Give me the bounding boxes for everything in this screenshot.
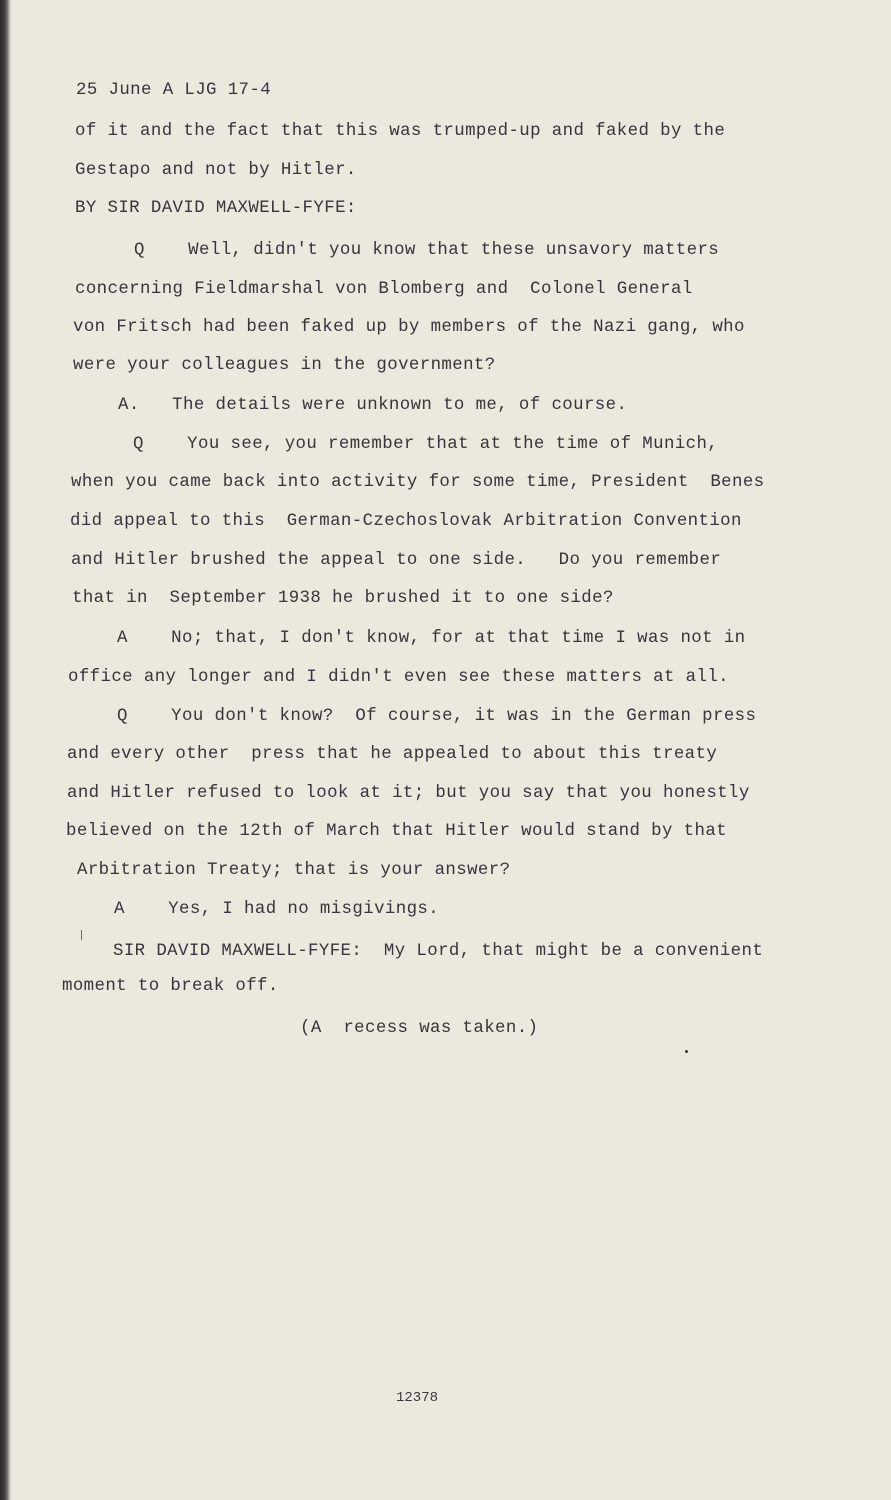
page-number: 12378	[396, 1390, 439, 1406]
text-line-5: concerning Fieldmarshal von Blomberg and Colonel General	[75, 280, 693, 299]
speaker-heading: BY SIR DAVID MAXWELL-FYFE:	[75, 199, 357, 218]
text-line-6: von Fritsch had been faked up by members of the Nazi gang, who	[73, 318, 745, 337]
text-line-19: believed on the 12th of March that Hitler would stand by that	[66, 822, 728, 841]
text-line-22: SIR DAVID MAXWELL-FYFE: My Lord, that might be a convenient	[113, 942, 764, 961]
text-line-15: office any longer and I didn't even see these matters at all.	[68, 668, 730, 687]
ink-speck	[685, 1050, 688, 1053]
margin-mark	[81, 930, 82, 940]
text-line-9: Q You see, you remember that at the time of Munich,	[133, 435, 719, 454]
text-line-16: Q You don't know? Of course, it was in the German press	[117, 707, 757, 726]
recess-note: (A recess was taken.)	[300, 1019, 539, 1038]
text-line-10: when you came back into activity for some time, President Benes	[71, 473, 765, 492]
text-line-2: Gestapo and not by Hitler.	[75, 161, 357, 180]
text-line-4: Q Well, didn't you know that these unsavory matters	[134, 241, 720, 260]
text-line-13: that in September 1938 he brushed it to one side?	[72, 589, 614, 608]
page-binding-edge	[0, 0, 12, 1500]
text-line-8: A. The details were unknown to me, of course.	[118, 396, 628, 415]
document-header: 25 June A LJG 17-4	[76, 81, 272, 100]
text-line-7: were your colleagues in the government?	[73, 356, 496, 375]
text-line-23: moment to break off.	[62, 977, 279, 996]
text-line-17: and every other press that he appealed to about this treaty	[67, 745, 718, 764]
text-line-1: of it and the fact that this was trumped-up and faked by the	[75, 122, 726, 141]
text-line-18: and Hitler refused to look at it; but you say that you honestly	[67, 784, 750, 803]
text-line-12: and Hitler brushed the appeal to one side. Do you remember	[71, 551, 722, 570]
text-line-11: did appeal to this German-Czechoslovak Arbitration Convention	[70, 512, 742, 531]
text-line-20: Arbitration Treaty; that is your answer?	[77, 861, 511, 880]
text-line-14: A No; that, I don't know, for at that time I was not in	[117, 629, 746, 648]
text-line-21: A Yes, I had no misgivings.	[114, 900, 440, 919]
